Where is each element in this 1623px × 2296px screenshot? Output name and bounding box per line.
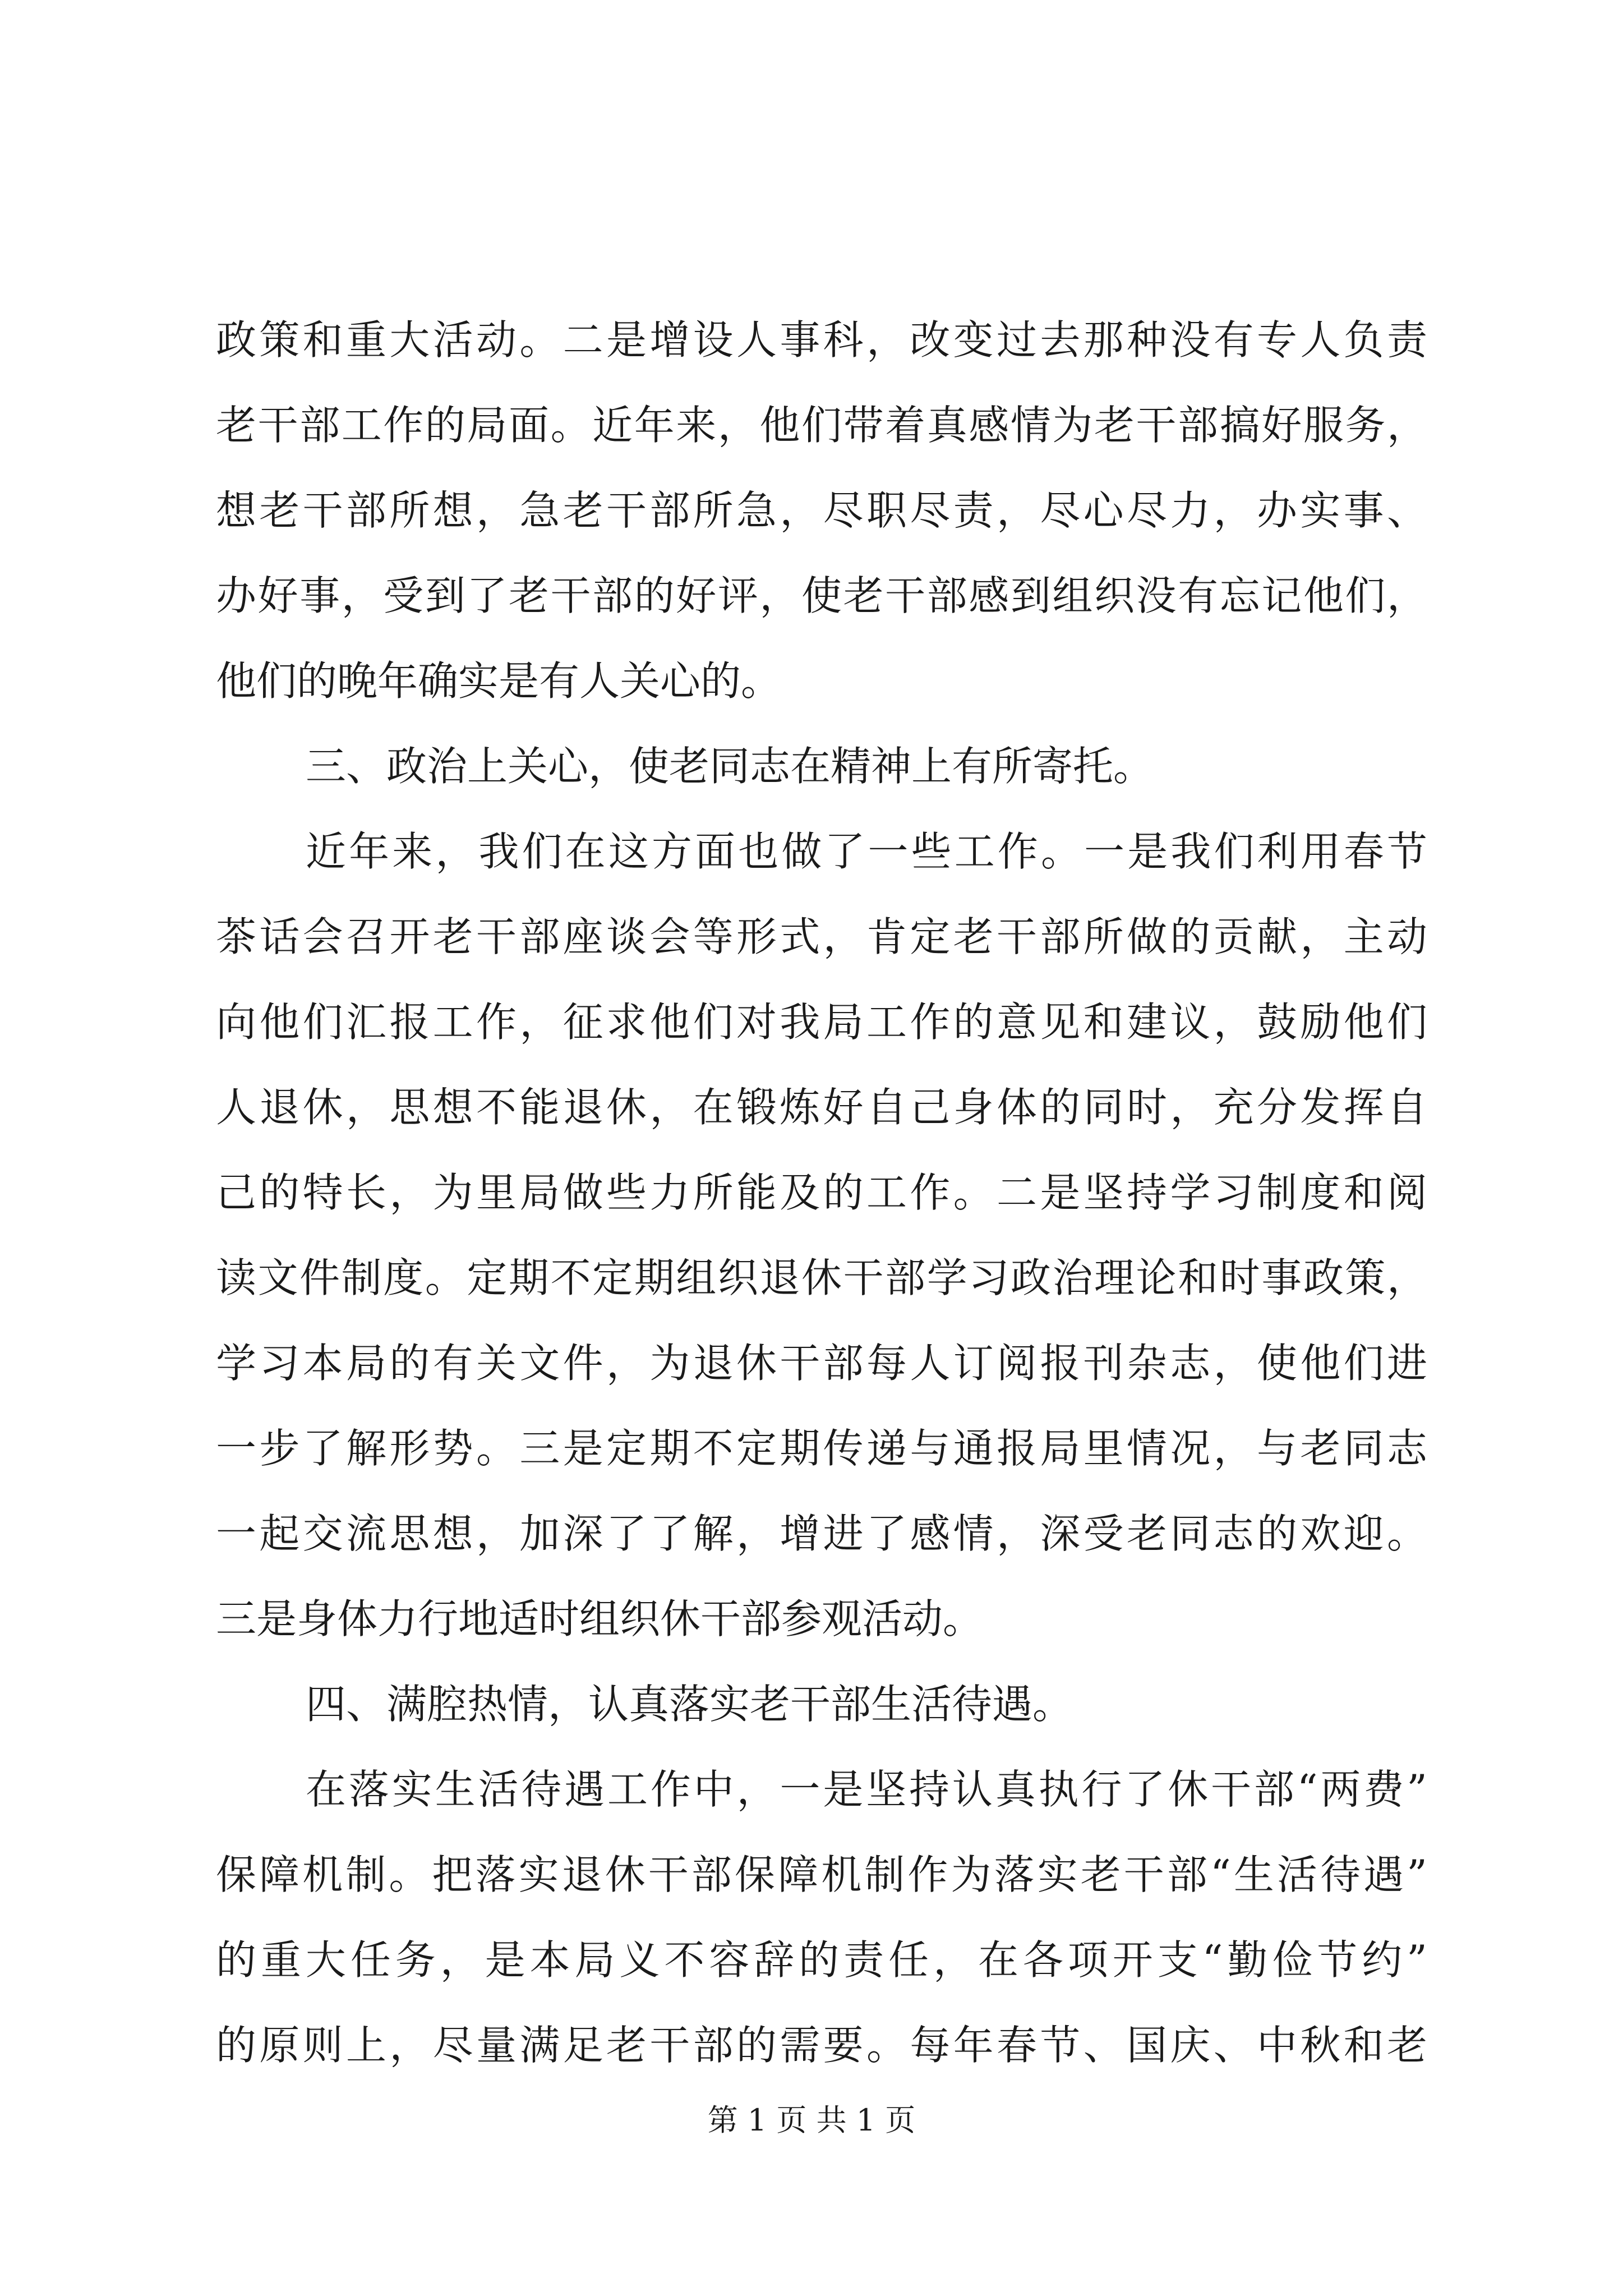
- text-line: 在落实生活待遇工作中，一是坚持认真执行了休干部“两费”: [306, 1766, 1427, 1813]
- document-body: [216, 297, 1427, 2088]
- text-line: 三是身体力行地适时组织休干部参观活动。: [216, 1595, 984, 1642]
- text-line: 近年来，我们在这方面也做了一些工作。一是我们利用春节: [306, 828, 1427, 875]
- text-line: 办好事，受到了老干部的好评，使老干部感到组织没有忘记他们，: [216, 572, 1427, 619]
- text-line: 向他们汇报工作，征求他们对我局工作的意见和建议，鼓励他们: [216, 999, 1427, 1046]
- text-line: 的原则上，尽量满足老干部的需要。每年春节、国庆、中秋和老: [216, 2022, 1427, 2069]
- page-footer: [0, 2101, 1623, 2140]
- text-line: 想老干部所想，急老干部所急，尽职尽责，尽心尽力，办实事、: [216, 487, 1427, 534]
- text-line: 读文件制度。定期不定期组织退休干部学习政治理论和时事政策，: [216, 1254, 1427, 1301]
- section-heading: 四、满腔热情，认真落实老干部生活待遇。: [306, 1681, 1073, 1728]
- text-line: 己的特长，为里局做些力所能及的工作。二是坚持学习制度和阅: [216, 1169, 1427, 1216]
- text-line: 他们的晚年确实是有人关心的。: [216, 657, 782, 705]
- page-number: 第 1 页 共 1 页: [707, 2102, 916, 2138]
- section-heading: 三、政治上关心，使老同志在精神上有所寄托。: [306, 743, 1154, 790]
- text-line: 一步了解形势。三是定期不定期传递与通报局里情况，与老同志: [216, 1425, 1427, 1472]
- text-line: 的重大任务，是本局义不容辞的责任，在各项开支“勤俭节约”: [216, 1936, 1427, 1984]
- text-line: 政策和重大活动。二是增设人事科，改变过去那种没有专人负责: [216, 316, 1427, 364]
- text-line: 人退休，思想不能退休，在锻炼好自己身体的同时，充分发挥自: [216, 1084, 1427, 1131]
- text-line: 保障机制。把落实退休干部保障机制作为落实老干部“生活待遇”: [216, 1851, 1427, 1898]
- text-line: 老干部工作的局面。近年来，他们带着真感情为老干部搞好服务，: [216, 402, 1427, 449]
- text-line: 茶话会召开老干部座谈会等形式，肯定老干部所做的贡献，主动: [216, 913, 1427, 960]
- text-line: 一起交流思想，加深了了解，增进了感情，深受老同志的欢迎。: [216, 1510, 1427, 1557]
- text-line: 学习本局的有关文件，为退休干部每人订阅报刊杂志，使他们进: [216, 1340, 1427, 1387]
